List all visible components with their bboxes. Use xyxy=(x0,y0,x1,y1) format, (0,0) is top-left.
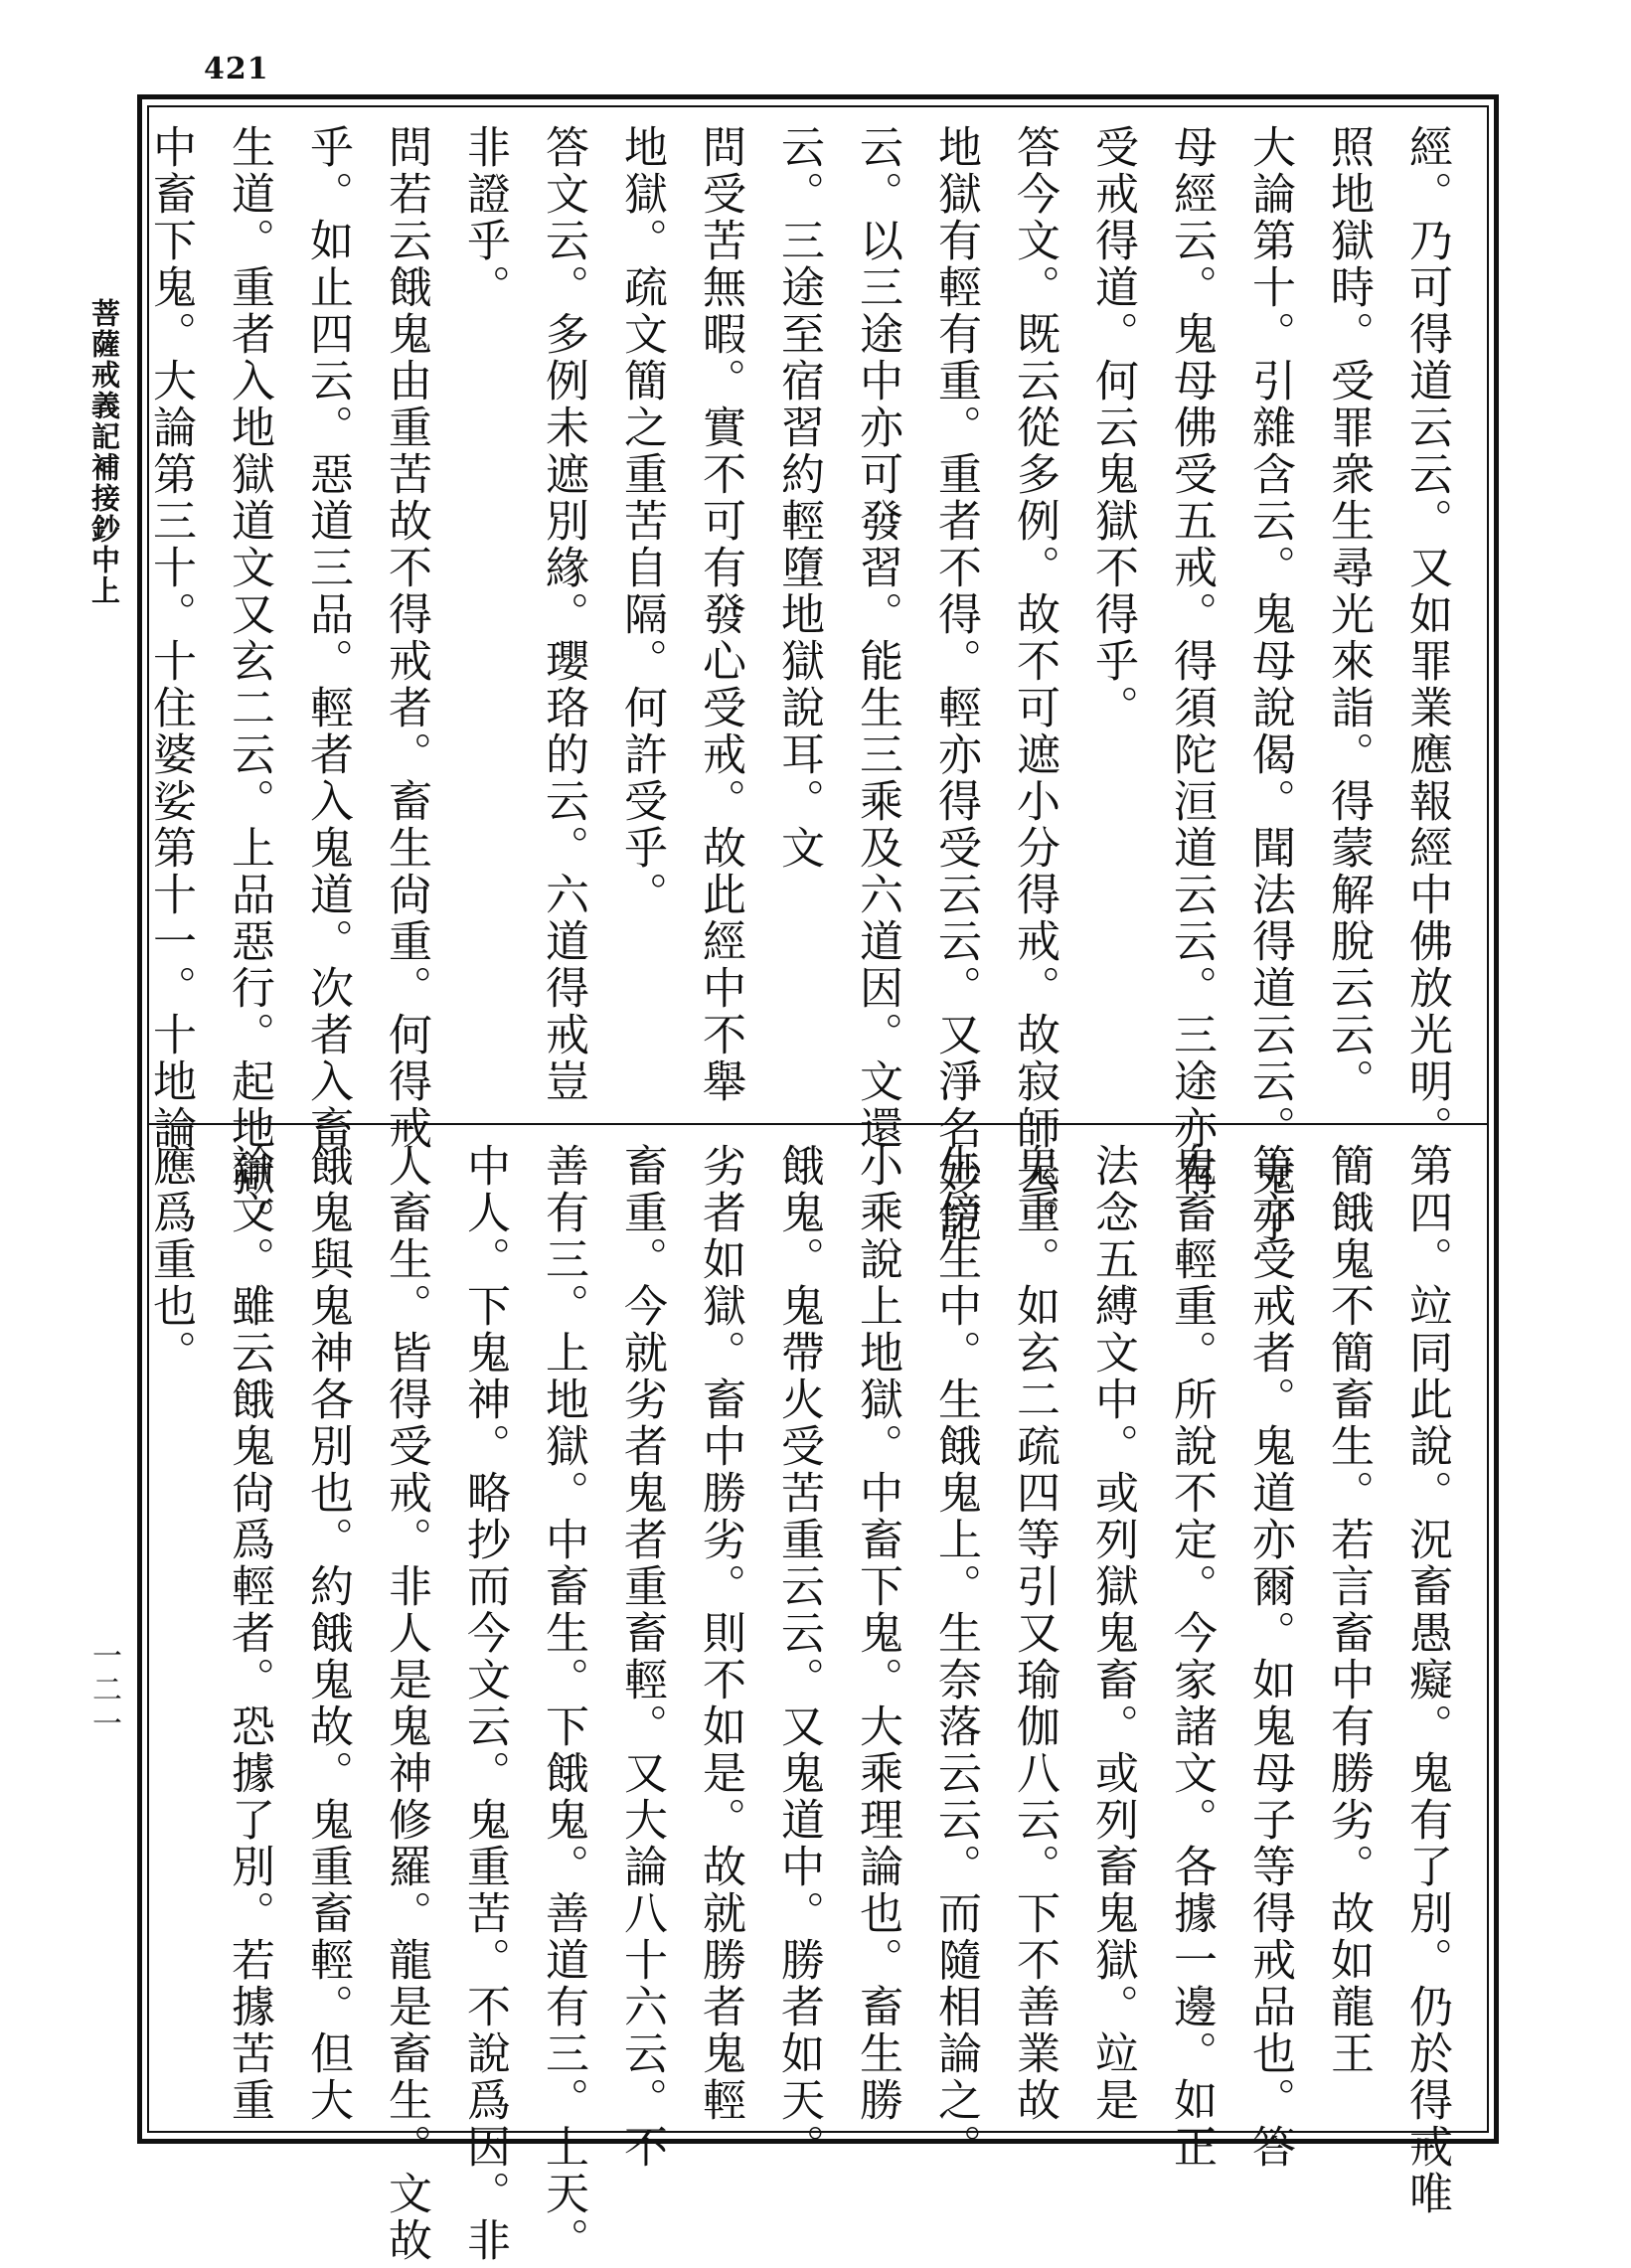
text-column: 善有三。上地獄。中畜生。下餓鬼。善道有三。上天。 xyxy=(538,1143,588,2264)
text-column: 地獄。疏文簡之重苦自隔。何許受乎。 xyxy=(616,124,667,918)
text-column: 問受苦無暇。實不可有發心受戒。故此經中不舉 xyxy=(695,124,745,1105)
folio-number: 一二一 xyxy=(86,1640,121,1741)
text-column: 論文。雖云餓鬼尙爲輕者。恐據了別。若據苦重 xyxy=(224,1143,274,2124)
text-column: 鬼畜輕重。所說不定。今家諸文。各據一邊。如正 xyxy=(1166,1143,1217,2171)
text-column: 乎。如止四云。惡道三品。輕者入鬼道。次者入畜 xyxy=(302,124,353,1152)
text-column: 生道。重者入地獄道文又玄二云。上品惡行。起地獄。 xyxy=(224,124,274,1245)
lower-register-text xyxy=(145,1143,1466,2264)
upper-register-text xyxy=(145,124,1466,1245)
text-column: 小乘說上地獄。中畜下鬼。大乘理論也。畜生勝 xyxy=(852,1143,902,2124)
text-column: 經。乃可得道云云。又如罪業應報經中佛放光明。 xyxy=(1401,124,1452,1152)
text-column: 受戒得道。何云鬼獄不得乎。 xyxy=(1087,124,1138,731)
text-column: 答今文。既云從多例。故不可遮小分得戒。故寂師云。 xyxy=(1009,124,1060,1245)
text-column: 生傍生中。生餓鬼上。生奈落云云。而隨相論之。 xyxy=(930,1143,981,2171)
text-column: 非證乎。 xyxy=(459,124,510,311)
text-column: 鬼重。如玄二疏四等引又瑜伽八云。下不善業故 xyxy=(1009,1143,1060,2124)
text-column: 等亦受戒者。鬼道亦爾。如鬼母子等得戒品也。答 xyxy=(1244,1143,1295,2171)
running-title: 菩薩戒義記補接鈔中上 xyxy=(87,298,121,606)
text-column: 餓鬼。鬼帶火受苦重云云。又鬼道中。勝者如天。 xyxy=(773,1143,824,2171)
text-column: 答文云。多例未遮別緣。瓔珞的云。六道得戒豈 xyxy=(538,124,588,1105)
text-column: 問若云餓鬼由重苦故不得戒者。畜生尙重。何得戒 xyxy=(381,124,431,1152)
text-column: 人畜生。皆得受戒。非人是鬼神修羅。龍是畜生。文故 xyxy=(381,1143,431,2264)
text-column: 法念五縛文中。或列獄鬼畜。或列畜鬼獄。竝是 xyxy=(1087,1143,1138,2124)
text-column: 第四。竝同此說。況畜愚癡。鬼有了別。仍於得戒唯 xyxy=(1401,1143,1452,2217)
text-column: 地獄有輕有重。重者不得。輕亦得受云云。又淨名妙記 xyxy=(930,124,981,1245)
text-column: 云。三途至宿習約輕墮地獄說耳。文 xyxy=(773,124,824,872)
text-column: 云。以三途中亦可發習。能生三乘及六道因。文還 xyxy=(852,124,902,1152)
text-column: 母經云。鬼母佛受五戒。得須陀洹道云云。三途亦有 xyxy=(1166,124,1217,1199)
page-number: 421 xyxy=(204,52,269,86)
text-column: 大論第十。引雜含云。鬼母說偈。聞法得道云云。鬼子 xyxy=(1244,124,1295,1245)
text-column: 照地獄時。受罪衆生尋光來詣。得蒙解脫云云。 xyxy=(1323,124,1374,1105)
text-column: 簡餓鬼不簡畜生。若言畜中有勝劣。故如龍王 xyxy=(1323,1143,1374,2077)
text-column: 中畜下鬼。大論第三十。十住婆娑第十一。十地論 xyxy=(145,124,196,1152)
text-column: 劣者如獄。畜中勝劣。則不如是。故就勝者鬼輕 xyxy=(695,1143,745,2124)
text-column: 應爲重也。 xyxy=(145,1143,196,1377)
text-column: 中人。下鬼神。略抄而今文云。鬼重苦。不說爲因。非 xyxy=(459,1143,510,2264)
text-column: 餓鬼與鬼神各別也。約餓鬼故。鬼重畜輕。但大 xyxy=(302,1143,353,2124)
text-column: 畜重。今就劣者鬼者重畜輕。又大論八十六云。不 xyxy=(616,1143,667,2171)
